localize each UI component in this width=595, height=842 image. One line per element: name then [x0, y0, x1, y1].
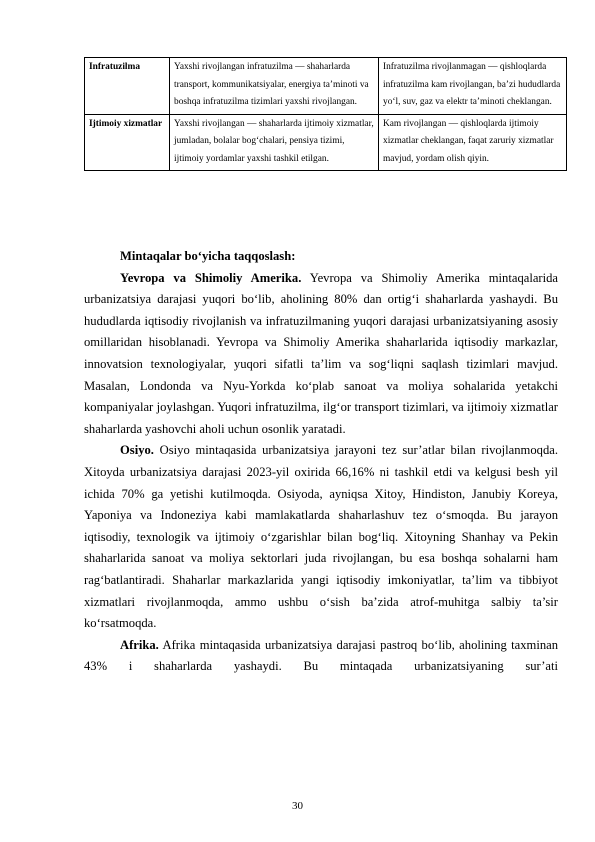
paragraph-body: Afrika mintaqasida urbanizatsiya darajasi pastroq bo‘lib, aholining taxminan 43% i shaharlarda yashaydi. Bu mintaqada urbanizatsiyaning sur’ati: [84, 637, 558, 674]
comparison-table: [84, 57, 567, 171]
row-label: Ijtimoiy xizmatlar: [85, 114, 170, 171]
urban-cell: Yaxshi rivojlangan infratuzilma — shaharlarda transport, kommunikatsiyalar, energiya ta’minoti va boshqa infratuzilma tizimlari yaxshi rivojlangan.: [170, 58, 379, 115]
paragraph-body: Yevropa va Shimoliy Amerika mintaqalarida urbanizatsiya darajasi yuqori bo‘lib, aholining 80% dan ortig‘i shaharlarda yashaydi. Bu hududlarda iqtisodiy rivojlanish va infratuzilmaning yuqori darajasi urbanizatsiyaning asosiy omillaridan hisoblanadi. Yevropa va Shimoliy Amerika shaharlarida iqtisodiy markazlar, innovatsion texnologiyalar, yuqori sifatli ta’lim va sog‘liqni saqlash tizimlari mavjud. Masalan, Londonda va Nyu-Yorkda ko‘plab sanoat va moliya sohalarida yetakchi kompaniyalar joylashgan. Yuqori infratuzilma, ilg‘or transport tizimlari, va ijtimoiy xizmatlar shaharlarda yashovchi aholi uchun osonlik yaratadi.: [84, 270, 558, 436]
rural-cell: Kam rivojlangan — qishloqlarda ijtimoiy xizmatlar cheklangan, faqat zaruriy xizmatlar mavjud, yordam olish qiyin.: [379, 114, 567, 171]
row-label: Infratuzilma: [85, 58, 170, 115]
rural-cell: Infratuzilma rivojlanmagan — qishloqlarda infratuzilma kam rivojlangan, ba’zi hududlarda yo‘l, suv, gaz va elektr ta’minoti cheklangan.: [379, 58, 567, 115]
urban-cell: Yaxshi rivojlangan — shaharlarda ijtimoiy xizmatlar, jumladan, bolalar bog‘chalari, pensiya tizimi, ijtimoiy yordamlar yaxshi tashkil etilgan.: [170, 114, 379, 171]
page-number: 30: [292, 800, 303, 812]
paragraph-europe: [84, 268, 558, 441]
paragraph-lead: Afrika.: [120, 637, 159, 652]
paragraph-africa: [84, 635, 558, 678]
paragraph-lead: Osiyo.: [120, 443, 154, 458]
paragraph-asia: [84, 440, 558, 634]
paragraph-body: Osiyo mintaqasida urbanizatsiya jarayoni tez sur’atlar bilan rivojlanmoqda. Xitoyda urbanizatsiya darajasi 2023-yil oxirida 66,16% ni tashkil etdi va kelgusi besh yil ichida 70% ga yetishi kutilmoqda. Osiyoda, ayniqsa Xitoy, Hindiston, Janubiy Koreya, Yaponiya va Indoneziya kabi mamlakatlarda shaharlashuv tez o‘smoqda. Bu jarayon iqtisodiy, texnologik va ijtimoiy o‘zgarishlar bilan bog‘liq. Xitoyning Shanhay va Pekin shaharlarida sanoat va moliya sektorlari juda rivojlangan, bu esa boshqa sohalarni ham rag‘batlantiradi. Shaharlar markazlarida yangi iqtisodiy imkoniyatlar, ta’lim va tibbiyot xizmatlari rivojlanmoqda, ammo ushbu o‘sish ba’zida atrof-muhitga salbiy ta’sir ko‘rsatmoqda.: [84, 443, 558, 631]
section-heading: Mintaqalar bo‘yicha taqqoslash:: [120, 249, 296, 263]
table-row: [85, 114, 567, 171]
body-text: [84, 246, 558, 678]
paragraph-lead: Yevropa va Shimoliy Amerika.: [120, 270, 302, 285]
table-row: [85, 58, 567, 115]
